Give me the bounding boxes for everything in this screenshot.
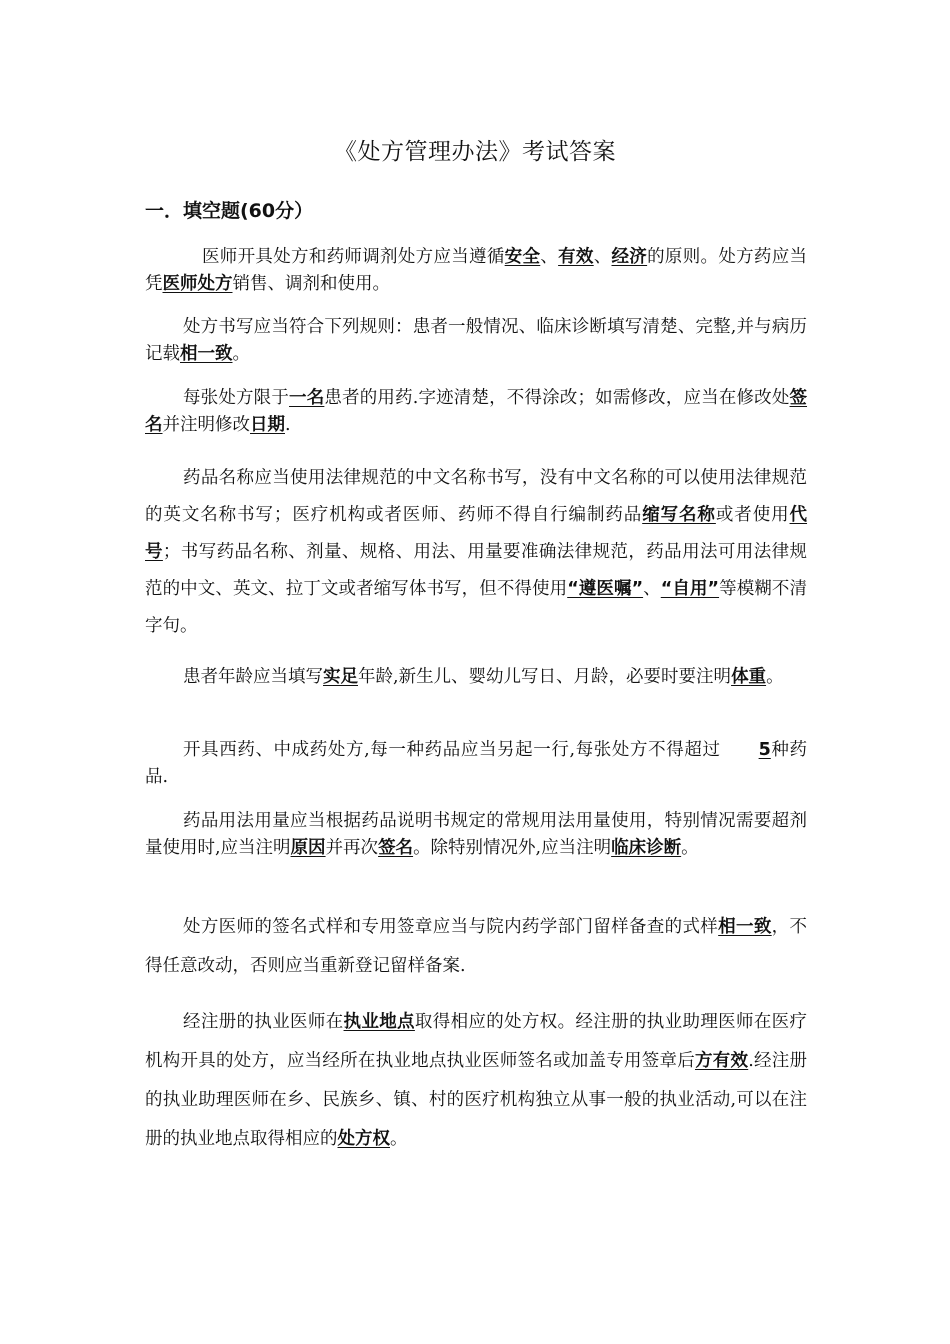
paragraph-text: 患者年龄应当填写 (183, 667, 323, 687)
paragraph-text: 并注明修改 (162, 415, 250, 435)
paragraph-6 (145, 737, 807, 791)
paragraph-text: 并再次 (325, 838, 379, 858)
paragraph-text: 、 (593, 247, 612, 267)
paragraph-9 (145, 1003, 807, 1159)
paragraph-text: 等模糊不清字句。 (145, 579, 808, 636)
answer-blank: 临床诊断 (611, 838, 682, 858)
answer-blank: 日期 (250, 415, 285, 435)
answer-blank: 一名 (289, 388, 325, 408)
answer-blank: 体重 (731, 667, 767, 687)
paragraph-text: 处方书写应当符合下列规则：患者一般情况、临床诊断填写清楚、完整,并与病历记载 (145, 317, 807, 364)
answer-blank: 经济 (611, 247, 648, 267)
paragraph-text: 开具西药、中成药处方,每一种药品应当另起一行,每张处方不得超过 (183, 740, 721, 760)
document-title: 《处方管理办法》考试答案 (334, 139, 616, 165)
paragraph-text: . (285, 415, 291, 435)
paragraph-text: 处方医师的签名式样和专用签章应当与院内药学部门留样备查的式样 (183, 917, 719, 937)
paragraph-text: 医师开具处方和药师调剂处方应当遵循 (202, 247, 505, 267)
answer-blank: 方有效 (694, 1051, 749, 1071)
paragraph-2 (145, 314, 807, 368)
paragraph-text: 取得相应的处方权。经注册的执业助理医师在医疗机构开具的处方，应当经所在执业地点执业医师签名或加盖专用签章后 (145, 1012, 808, 1071)
paragraph-text: ，不得任意改动，否则应当重新登记留样备案. (145, 917, 808, 976)
paragraph-text: 或者使用 (715, 505, 790, 525)
paragraph-text: 。 (232, 344, 250, 364)
answer-blank: 代号 (145, 505, 808, 562)
paragraph-text: 、 (643, 579, 661, 599)
answer-blank: 5 (758, 740, 771, 760)
answer-blank: 处方权 (337, 1129, 390, 1149)
paragraph-1 (145, 244, 807, 298)
section-heading: 一．填空题(60分） (145, 200, 314, 222)
paragraph-text: 种药品. (145, 740, 808, 787)
answer-blank: 执业地点 (343, 1012, 415, 1032)
paragraph-text: 经注册的执业医师在 (183, 1012, 344, 1032)
paragraph-text: 。 (390, 1129, 408, 1149)
paragraph-8 (145, 908, 807, 986)
answer-blank: 签名 (378, 838, 414, 858)
paragraph-text: 患者的用药.字迹清楚，不得涂改；如需修改，应当在修改处 (324, 388, 790, 408)
paragraph-text: 每张处方限于 (183, 388, 290, 408)
paragraph-text: 、 (540, 247, 559, 267)
answer-blank: 医师处方 (162, 274, 233, 294)
answer-blank: 有效 (558, 247, 594, 267)
paragraph-text: 药品名称应当使用法律规范的中文名称书写，没有中文名称的可以使用法律规范的英文名称书写；医疗机构或者医师、药师不得自行编制药品 (145, 468, 807, 525)
answer-blank: 安全 (504, 247, 541, 267)
answer-blank: 缩写名称 (642, 505, 716, 525)
paragraph-4 (145, 460, 807, 645)
paragraph-text: ；书写药品名称、剂量、规格、用法、用量要准确法律规范，药品用法可用法律规范的中文、英文、拉丁文或者缩写体书写，但不得使用 (145, 542, 808, 599)
answer-blank: 相一致 (718, 917, 772, 937)
paragraph-5 (145, 664, 807, 691)
paragraph-3 (145, 385, 807, 439)
answer-blank: 实足 (323, 667, 358, 687)
answer-blank: “自用” (660, 579, 720, 599)
paragraph-text: 药品用法用量应当根据药品说明书规定的常规用法用量使用，特别情况需要超剂量使用时,应当注明 (145, 811, 807, 858)
answer-blank: 相一致 (180, 344, 233, 364)
paragraph-text: 的原则。处方药应当凭 (145, 247, 808, 294)
paragraph-7 (145, 808, 807, 862)
paragraph-text: 。 (766, 667, 784, 687)
paragraph-text: 年龄,新生儿、婴幼儿写日、月龄，必要时要注明 (358, 667, 732, 687)
answer-blank: “遵医嘱” (567, 579, 644, 599)
paragraph-text: 。除特别情况外,应当注明 (413, 838, 612, 858)
paragraph-text: .经注册的执业助理医师在乡、民族乡、镇、村的医疗机构独立从事一般的执业活动,可以在注册的执业地点取得相应的 (145, 1051, 808, 1149)
paragraph-text: 销售、调剂和使用。 (232, 274, 390, 294)
answer-blank: 原因 (290, 838, 326, 858)
answer-blank: 签名 (145, 388, 808, 435)
paragraph-text: 。 (681, 838, 699, 858)
